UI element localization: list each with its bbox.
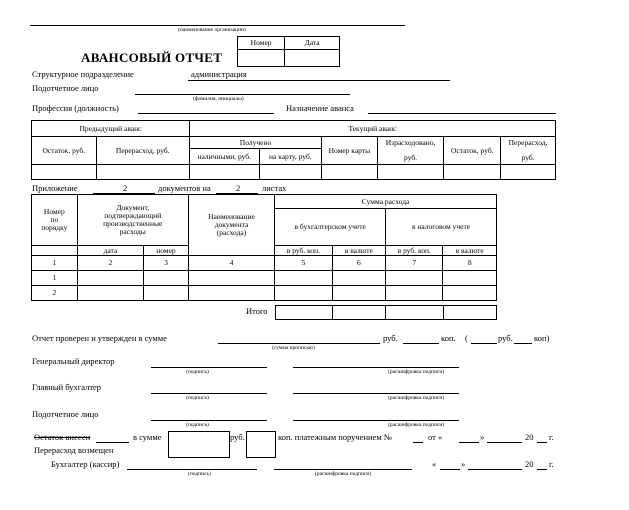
advance-cell[interactable] [444,165,501,180]
advance-cell[interactable] [322,165,378,180]
table-cell[interactable] [144,286,189,301]
table-cell[interactable] [386,286,443,301]
rub-label-bottom: руб. [230,432,245,442]
balance-deposited-label: Остаток внесен [34,432,91,442]
table-cell[interactable] [443,286,497,301]
sheets-count[interactable]: 2 [236,183,241,193]
from-label: от « [428,432,443,442]
struct-division-label: Структурное подразделение [32,69,134,79]
balance-header: Остаток, руб. [444,137,501,165]
spent-line2: руб. [404,153,418,163]
total-cell[interactable] [443,306,496,320]
to-card-header: на карту, руб. [259,149,321,165]
checked-label: Отчет проверен и утвержден в сумме [32,333,167,343]
attachment-label: Приложение [32,183,78,193]
accountable-line[interactable] [135,94,350,95]
col-index: 6 [332,256,386,271]
table-cell[interactable] [77,286,143,301]
col-number-header: номер [144,246,189,256]
col-num-l1: Номер [43,207,65,217]
g-label-2: г. [549,459,554,469]
accountable-sign-line[interactable] [151,420,267,421]
rub2-label: руб. [498,333,513,343]
table-cell[interactable] [443,271,497,286]
director-sign-caption: (подпись) [186,369,209,375]
currency-header: в валюте [443,246,497,256]
acc-header: в бухгалтерском учете [275,209,386,246]
chief-sign-line[interactable] [151,393,267,394]
accountant-sign-line[interactable] [127,469,257,470]
docs-on-label: документов на [158,183,211,193]
date-header: Дата [285,37,340,50]
col-doc-l1: Документ, [116,203,150,213]
accountable2-label: Подотчетное лицо [32,409,99,419]
open-quote: « [432,459,437,469]
month-line[interactable] [468,469,522,470]
total-cell[interactable] [276,306,333,320]
table-cell[interactable] [188,286,274,301]
col-doc-l3: производственные [103,219,163,228]
day-line[interactable] [440,469,460,470]
prev-advance-header: Предыдущий аванс [32,121,190,137]
struct-division-line [188,80,450,81]
table-cell[interactable] [332,271,386,286]
current-advance-header: Текущий аванс [189,121,555,137]
total-row [275,305,497,320]
col-index: 2 [77,256,143,271]
tax-header: в налоговом учете [386,209,497,246]
rub-kop-header: в руб. коп. [275,246,332,256]
year-label: 20 [525,432,534,442]
total-cell[interactable] [333,306,386,320]
advance-purpose-line[interactable] [368,113,556,114]
col-num-blank [32,246,78,256]
kop2-line[interactable] [514,343,532,344]
rub-kop-header: в руб. коп. [386,246,443,256]
col-index: 1 [32,256,78,271]
cash-header: наличными, руб. [189,149,259,165]
col-date-header: дата [77,246,143,256]
chief-sign-caption: (подпись) [186,395,209,401]
currency-header: в валюте [332,246,386,256]
overspend-line1: Перерасход, [508,137,548,147]
profession-line[interactable] [138,113,274,114]
accountable-sign-caption: (подпись) [186,422,209,428]
attachment-count[interactable]: 2 [123,183,128,193]
received-header: Получено [189,137,321,149]
number-header: Номер [238,37,285,50]
col-num-l2: по [50,215,59,225]
director-decode-caption: (расшифровка подписи) [388,369,445,375]
accountant-sign-caption: (подпись) [188,471,211,477]
spent-header [377,137,444,165]
sum-header: Сумма расхода [275,195,497,209]
director-label: Генеральный директор [32,356,115,366]
col-num-l3: порядку [41,222,68,232]
expense-table [31,194,497,301]
accountable-decode-line[interactable] [293,420,459,421]
struct-division-value[interactable]: администрация [191,69,247,79]
table-cell[interactable] [188,271,274,286]
prev-balance-header: Остаток, руб. [32,137,97,165]
total-label: Итого [246,306,268,316]
col-index: 7 [386,256,443,271]
number-date-table [237,36,340,67]
advance-purpose-label: Назначение аванса [286,103,354,113]
overspend-header [501,137,556,165]
accountant-decode-line[interactable] [274,469,412,470]
col-doc-header [77,195,188,246]
sum-words-caption: (сумма прописью) [272,345,315,351]
accountant-decode-caption: (расшифровка подписи) [315,471,372,477]
overspend-paid-label: Перерасход возмещен [34,445,114,455]
spent-line1: Израсходовано, [385,137,436,147]
accountable-label: Подотчетное лицо [32,83,99,93]
advance-cell[interactable] [259,165,321,180]
col-docname-l2: документа [214,220,249,230]
org-caption: (наименование организации) [178,27,246,33]
table-cell[interactable] [332,286,386,301]
profession-label: Профессия (должность) [32,103,119,113]
page-title: АВАНСОВЫЙ ОТЧЕТ [81,50,223,65]
col-index: 5 [275,256,332,271]
number-cell[interactable] [238,50,285,67]
table-cell[interactable] [275,286,332,301]
open-paren: ( [465,333,468,343]
table-cell[interactable] [275,271,332,286]
balance-deposited-line [96,442,129,443]
row-number: 2 [32,286,78,301]
sum-kop-box[interactable] [246,431,276,458]
rub2-line[interactable] [471,343,497,344]
sheets-label: листах [262,183,287,193]
org-name-line [30,25,405,26]
advance-cell[interactable] [501,165,556,180]
rub-label: руб. [383,333,398,343]
advance-cell[interactable] [32,165,97,180]
table-cell[interactable] [144,271,189,286]
order-month-line[interactable] [487,442,522,443]
advance-cell[interactable] [189,165,259,180]
col-index: 8 [443,256,497,271]
table-cell[interactable] [77,271,143,286]
prev-overspend-header: Перерасход, руб. [96,137,189,165]
order-day-line[interactable] [459,442,479,443]
col-doc-l2: подтверждающий [104,211,162,221]
col-doc-l4: расходы [119,226,146,236]
sum-rub-box[interactable] [168,431,230,458]
kop-label: коп. [441,333,456,343]
chief-decode-caption: (расшифровка подписи) [388,395,445,401]
kop-line[interactable] [403,343,439,344]
accountable-decode-caption: (расшифровка подписи) [388,422,445,428]
chief-accountant-label: Главный бухгалтер [32,382,102,392]
close-quote-2: » [461,459,466,469]
chief-decode-line[interactable] [293,393,459,394]
kop2-label: коп) [534,333,550,343]
order-number-line[interactable] [413,442,423,443]
row-number: 1 [32,271,78,286]
director-sign-line[interactable] [151,367,267,368]
director-decode-line[interactable] [293,367,459,368]
in-sum-label: в сумме [133,432,162,442]
total-cell[interactable] [386,306,443,320]
year-line-2[interactable] [537,469,547,470]
close-quote: » [480,432,485,442]
name-caption: (фамилия, инициалы) [193,96,244,102]
order-year-line[interactable] [537,442,547,443]
card-number-header: Номер карты [322,137,378,165]
col-docname-l1: Наименование [208,212,255,222]
advance-cell[interactable] [377,165,444,180]
date-cell[interactable] [285,50,340,67]
g-label: г. [549,432,554,442]
table-cell[interactable] [386,271,443,286]
col-index: 4 [188,256,274,271]
sum-words-line[interactable] [218,343,380,344]
col-index: 3 [144,256,189,271]
col-num-header [32,195,78,246]
col-docname-header [188,195,274,256]
col-docname-l3: (расхода) [216,227,247,237]
accountant-label: Бухгалтер (кассир) [51,459,120,469]
payment-order-label: коп. платежным поручением № [278,432,392,442]
year-label-2: 20 [525,459,534,469]
advance-cell[interactable] [96,165,189,180]
advance-table [31,120,556,180]
overspend-line2: руб. [521,153,535,163]
